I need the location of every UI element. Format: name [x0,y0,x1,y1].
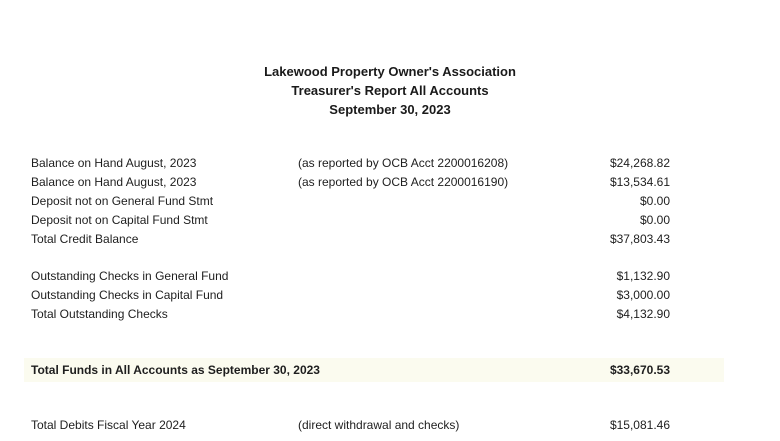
row-label: Total Funds in All Accounts as September 30, 2023 [31,363,320,377]
row-amount: $0.00 [639,194,670,208]
row-amount: $13,534.61 [609,175,670,189]
row-note: (as reported by OCB Acct 2200016208) [298,156,509,170]
row-label: Outstanding Checks in Capital Fund [31,288,224,302]
row-note: (as reported by OCB Acct 2200016190) [298,175,509,189]
balance-row-capital [0,173,780,192]
row-label: Balance on Hand August, 2023 [31,175,197,189]
deposit-row-capital [0,211,780,230]
row-label: Outstanding Checks in General Fund [31,269,229,283]
row-label: Total Credit Balance [31,232,139,246]
row-label: Deposit not on General Fund Stmt [31,194,214,208]
balance-row-general [0,154,780,173]
outstanding-total-row [0,305,780,324]
row-amount: $4,132.90 [616,307,670,321]
row-label: Deposit not on Capital Fund Stmt [31,213,208,227]
row-amount: $3,000.00 [616,288,670,302]
total-credit-row [0,230,780,249]
deposit-row-general [0,192,780,211]
outstanding-row-capital [0,286,780,305]
total-funds-row [0,361,780,380]
row-amount: $0.00 [639,213,670,227]
outstanding-row-general [0,267,780,286]
row-note: (direct withdrawal and checks) [298,418,460,432]
row-amount: $37,803.43 [609,232,670,246]
row-amount: $33,670.53 [609,363,670,377]
row-amount: $24,268.82 [609,156,670,170]
row-label: Balance on Hand August, 2023 [31,156,197,170]
report-title: Treasurer's Report All Accounts [291,83,489,98]
row-amount: $15,081.46 [609,418,670,432]
report-date: September 30, 2023 [329,102,451,117]
row-label: Total Outstanding Checks [31,307,168,321]
organization-name: Lakewood Property Owner's Association [264,64,516,79]
report-header [0,62,780,119]
debits-row [0,416,780,435]
row-amount: $1,132.90 [616,269,670,283]
row-label: Total Debits Fiscal Year 2024 [31,418,186,432]
